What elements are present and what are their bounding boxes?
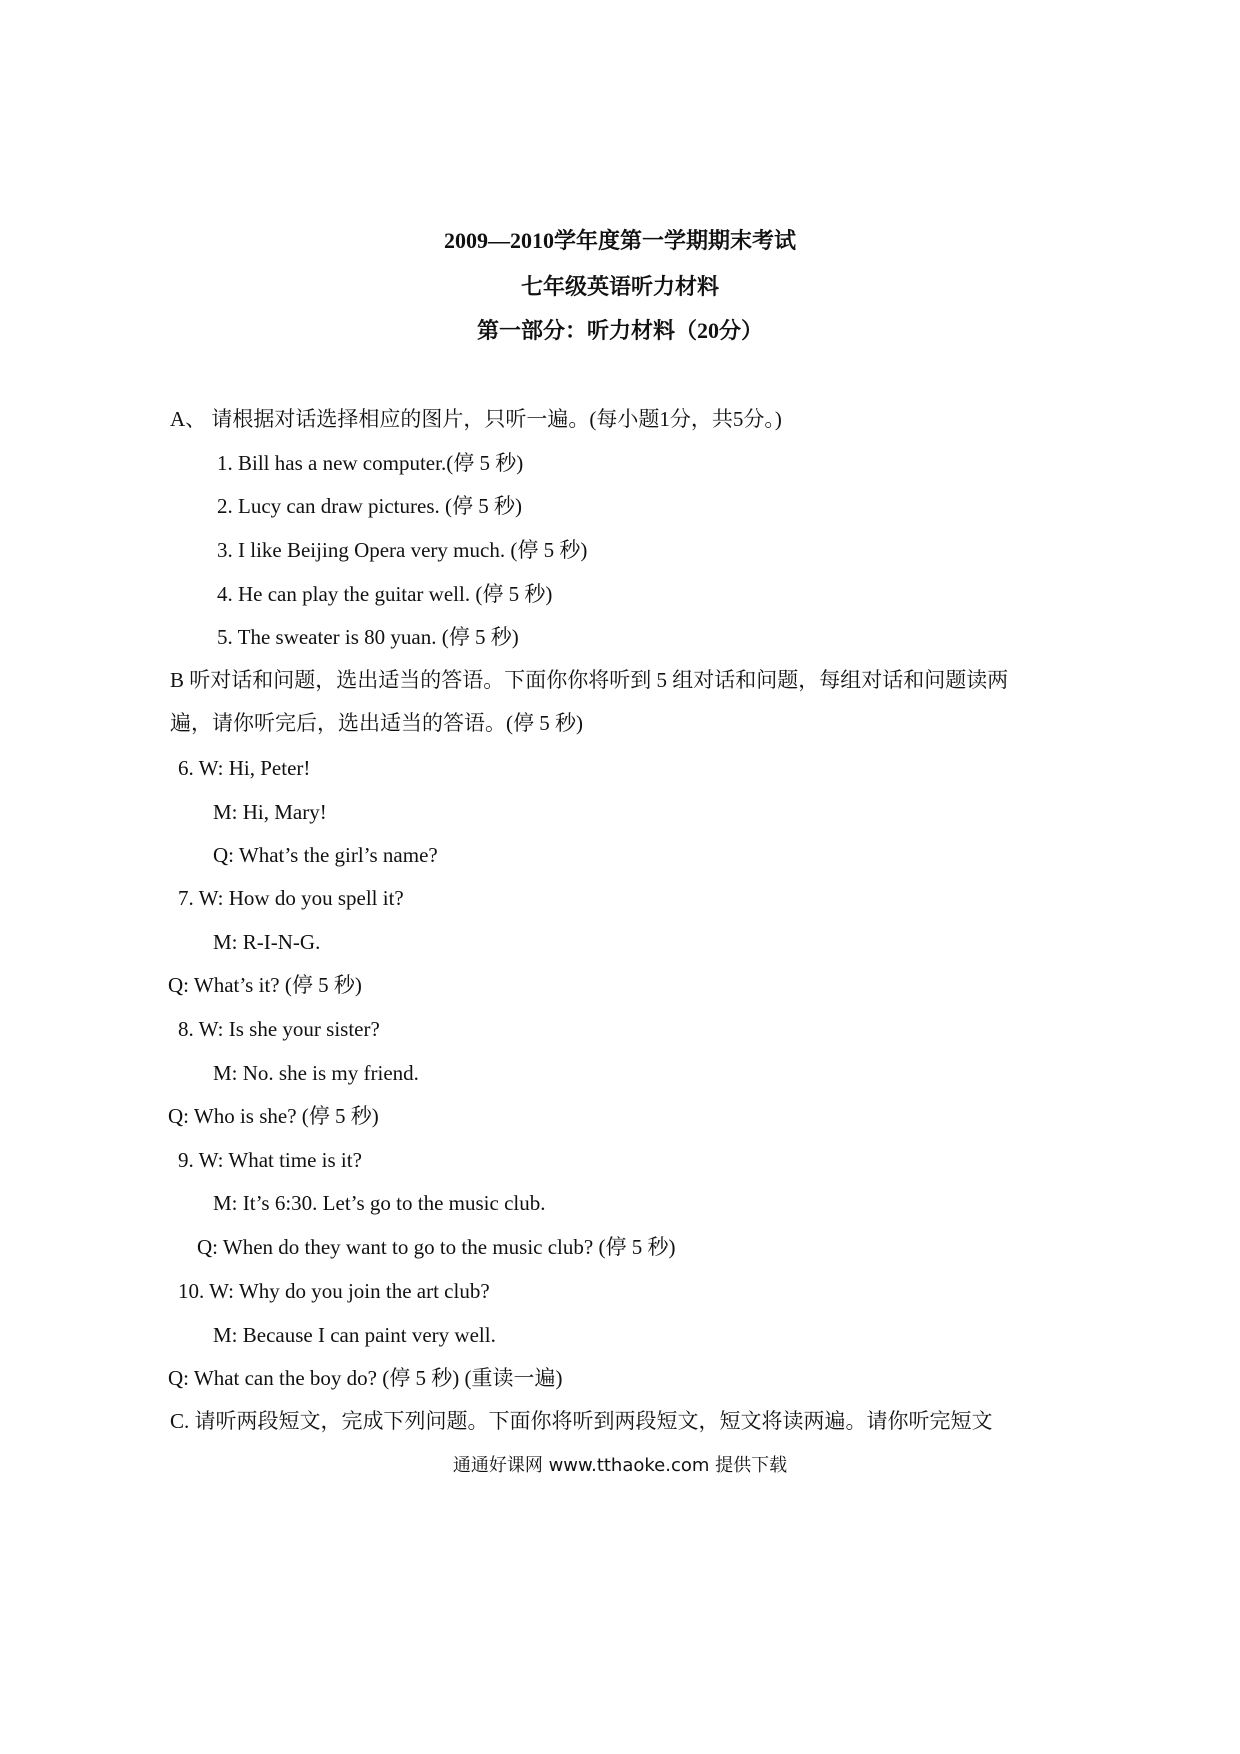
section-a-item: 2. Lucy can draw pictures. (停 5 秒) xyxy=(217,494,522,518)
dialogue-line: Q: Who is she? (停 5 秒) xyxy=(168,1104,379,1128)
section-a-item: 3. I like Beijing Opera very much. (停 5 秒) xyxy=(217,538,588,562)
exam-subtitle: 七年级英语听力材料 xyxy=(520,274,719,299)
part-title: 第一部分：听力材料（20分） xyxy=(476,318,763,343)
section-b-heading-line2: 遍，请你听完后，选出适当的答语。(停 5 秒) xyxy=(170,711,583,735)
section-a-item: 5. The sweater is 80 yuan. (停 5 秒) xyxy=(217,625,519,649)
dialogue-line: Q: What’s the girl’s name? xyxy=(213,843,438,867)
dialogue-line: 9. W: What time is it? xyxy=(178,1148,362,1172)
exam-title: 2009—2010学年度第一学期期末考试 xyxy=(443,228,796,253)
section-a-item: 1. Bill has a new computer.(停 5 秒) xyxy=(217,451,524,475)
section-c-heading: C. 请听两段短文，完成下列问题。下面你将听到两段短文，短文将读两遍。请你听完短文 xyxy=(170,1409,993,1433)
dialogue-line: M: It’s 6:30. Let’s go to the music club. xyxy=(213,1191,546,1215)
footer-credit: 通通好课网 www.tthaoke.com 提供下载 xyxy=(452,1455,788,1476)
dialogue-line: 10. W: Why do you join the art club? xyxy=(178,1279,490,1303)
dialogue-line: M: R-I-N-G. xyxy=(213,930,321,954)
section-a-heading: A、 请根据对话选择相应的图片，只听一遍。(每小题1分，共5分。) xyxy=(170,407,782,431)
dialogue-line: 6. W: Hi, Peter! xyxy=(178,756,311,780)
dialogue-line: 7. W: How do you spell it? xyxy=(178,886,404,910)
dialogue-line: Q: When do they want to go to the music club? (停 5 秒) xyxy=(197,1235,676,1259)
dialogue-line: M: Because I can paint very well. xyxy=(213,1323,496,1347)
dialogue-line: Q: What’s it? (停 5 秒) xyxy=(168,973,362,997)
dialogue-line: 8. W: Is she your sister? xyxy=(178,1017,380,1041)
dialogue-line: Q: What can the boy do? (停 5 秒) (重读一遍) xyxy=(168,1366,563,1390)
dialogue-line: M: No. she is my friend. xyxy=(213,1061,419,1085)
section-a-item: 4. He can play the guitar well. (停 5 秒) xyxy=(217,582,553,606)
section-b-heading-line1: B 听对话和问题，选出适当的答语。下面你你将听到 5 组对话和问题，每组对话和问题读两 xyxy=(170,668,1009,692)
dialogue-line: M: Hi, Mary! xyxy=(213,800,327,824)
